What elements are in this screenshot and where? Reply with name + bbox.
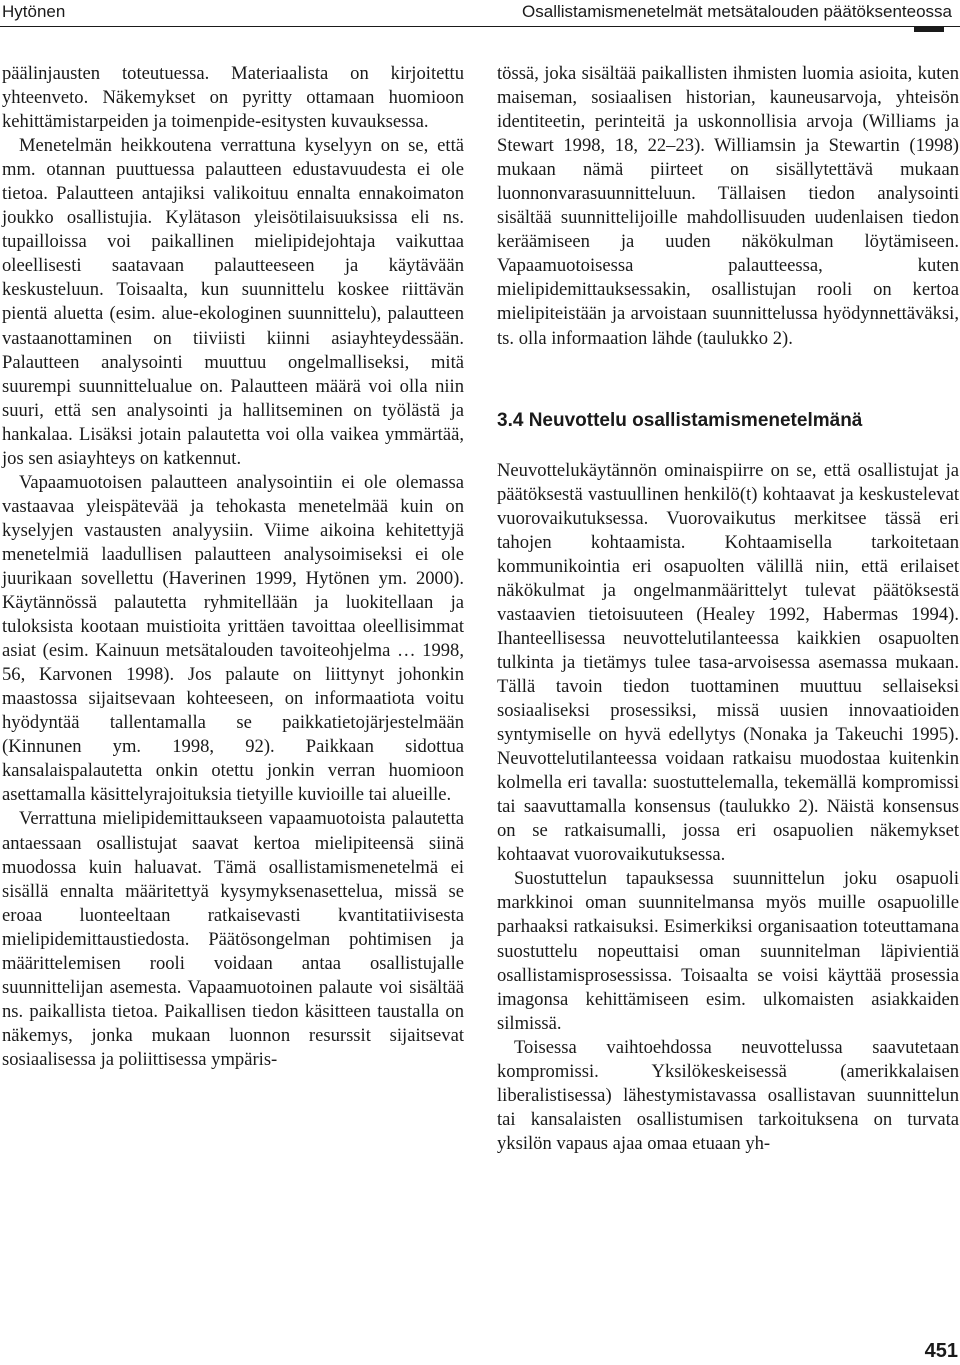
right-paragraph-4: Toisessa vaihtoehdossa neuvottelussa saavutetaan kompromissi. Yksilökeskeisessä (amerikkalaisen liberalistisessa) lähestymistavassa osallistavan suunnittelun tai kansalaisten osallistumisen tarkoituksena on turvata yksilön vapaus ajaa omaa etuaan yh- (497, 1036, 959, 1154)
right-paragraph-3: Suostuttelun tapauksessa suunnittelun joku osapuoli markkinoi oman suunnitelmansa myös muille osapuolille parhaaksi ratkaisuksi. Esimerkiksi organisaation toteuttamana suostuttelu nopeuttaisi oman suunnitelman läpivientiä osallistamisprosessissa. Toisaalta se voisi käyttää prosessia imagonsa kehittämiseen esim. ulkomaisten asiakkaiden silmissä. (497, 868, 959, 1034)
header-title: Osallistamismenetelmät metsätalouden päätöksenteossa (522, 2, 952, 21)
left-paragraph-3: Vapaamuotoisen palautteen analysointiin ei ole olemassa vastaavaa yleispätevää ja tehokasta menetelmää kuin on kyselyjen vastausten analyysiin. Viime aikoina kehitettyjä menetelmiä laadullisen palautteen analysoimiseksi ei ole juurikaan sovellettu (Haverinen 1999, Hytönen ym. 2000). Käytännössä palautetta ryhmitellään ja luokitellaan ja tuloksista kootaan muistioita yrittäen tavoittaa oleellisimmat asiat (esim. Kainuun metsätalouden tavoiteohjelma … 1998, 56, Karvonen 1998). Jos palaute on liittynyt johonkin maastossa sijaitsevaan kohteeseen, on informaatiota voitu hyödyntää tallentamalla se paikkatietojärjestelmään (Kinnunen ym. 1998, 92). Paikkaan sidottua kansalaispalautetta onkin otettu jonkin verran huomioon asettamalla käsittelyrajoituksia tietyille kuvioille tai alueille. (2, 471, 464, 806)
left-paragraph-4: Verrattuna mielipidemittaukseen vapaamuotoista palautetta antaessaan osallistujat saavat kertoa mielipiteensä siinä muodossa kuin haluavat. Tämä osallistamismenetelmä ei sisällä ennalta määritettyä kysymyksenasettelua, missä se eroaa luonteeltaan ratkaisevasti kvantitatiivisesta mielipidemittaustiedosta. Päätösongelman pohtimisen ja määrittelemisen rooli voidaan antaa osallistujalle suunnittelijan asemesta. Vapaamuotoinen palaute voi sisältää ns. paikallista tietoa. Paikallisen tiedon käsitteen taustalla on näkemys, jonka mukaan luonnon resurssit sijaitsevat sosiaalisessa ja poliittisessa ympäris- (2, 808, 464, 1070)
header-author: Hytönen (2, 2, 66, 21)
right-paragraph-2: Neuvottelukäytännön ominaispiirre on se, että osallistujat ja päätöksestä vastuullinen henkilö(t) kohtaavat ja keskustelevat vuorovaikutuksessa. Vuorovaikutus merkitsee tässä eri tahojen kohtaamista. Kohtaamisella tarkoitetaan kommunikointia eri osapuolten välillä niin, että erilaiset näkökulmat ja ongelmanmäärittelyt tulevat päätöksestä vastaavien tietoisuuteen (Healey 1992, Habermas 1994). Ihanteellisessa neuvottelutilanteessa kaikkien osapuolten tulkinta ja tietämys tulee tasa-arvoisessa asemassa mukaan. Tällä tavoin tiedon tuottaminen muuttuu sellaiseksi sosiaaliseksi prosessiksi, missä uusien innovaatioiden syntymiselle on hyvä edellytys (Nonaka ja Takeuchi 1995). Neuvottelutilanteessa voidaan ratkaisu muodostaa kuitenkin kolmella eri tavalla: suostuttelemalla, tekemällä kompromissi tai saavuttamalla konsensus (taulukko 2). Näistä konsensus on se ratkaisumalli, jossa eri osapuolien näkemykset kohtaavat vuorovaikutuksessa. (497, 459, 959, 866)
running-header (0, 0, 960, 30)
left-column (2, 62, 464, 1072)
page-number: 451 (924, 1340, 958, 1362)
header-corner-mark (914, 26, 944, 32)
right-column (497, 62, 959, 1156)
left-paragraph-2: Menetelmän heikkoutena verrattuna kyselyyn on se, että mm. otannan puuttuessa palautteen edustavuudesta ei ole tietoa. Palautteen antajiksi valikoituu ennalta ennakoimaton joukko osallistujia. Kylätason yleisötilaisuuksissa eli ns. tupailloissa voi paikallinen mielipidejohtaja vaikuttaa oleellisesti saatavaan palautteeseen ja käytävään keskusteluun. Toisaalta, kun suunnittelu koskee riittävän pientä aluetta (esim. alue-ekologinen suunnittelu), palautteen vastaanottaminen on tiiviisti kiinni asiayhteydessään. Palautteen analysointi muuttuu ongelmalliseksi, mitä suurempi suunnittelualue on. Palautteen määrä voi olla niin suuri, että sen analysointi ja hallitseminen on työlästä ja hankalaa. Lisäksi jotain palautetta voi olla vaikea ymmärtää, jos sen asiayhteys on katkennut. (2, 135, 464, 469)
header-rule (0, 26, 960, 27)
section-heading: 3.4 Neuvottelu osallistamismenetelmänä (497, 409, 863, 431)
left-paragraph-1: päälinjausten toteutuessa. Materiaalista on kirjoitettu yhteenveto. Näkemykset on pyritty ottamaan huomioon kehittämistarpeiden ja toimenpide-esitysten kuvauksessa. (2, 63, 464, 133)
right-paragraph-1: tössä, joka sisältää paikallisten ihmisten luomia asioita, kuten maiseman, sosiaalisen historian, kauneusarvoja, yhteisön identiteetin, perinteitä ja uskonnollisia arvoja (Williams ja Stewart 1998, 18, 22–23). Williamsin ja Stewartin (1998) mukaan nämä piirteet on sisällytettävä mukaan luonnonvarasuunnitteluun. Tällaisen tiedon analysointi sisältää suunnittelijoille mahdollisuuden uudenlaisen tiedon keräämiseen ja uuden näkökulman löytämiseen. Vapaamuotoisessa palautteessa, kuten mielipidemittauksessakin, osallistujan rooli on kertoa mielipiteistään ja arvoistaan suunnittelussa hyödynnettäväksi, ts. olla informaation lähde (taulukko 2). (497, 63, 959, 349)
